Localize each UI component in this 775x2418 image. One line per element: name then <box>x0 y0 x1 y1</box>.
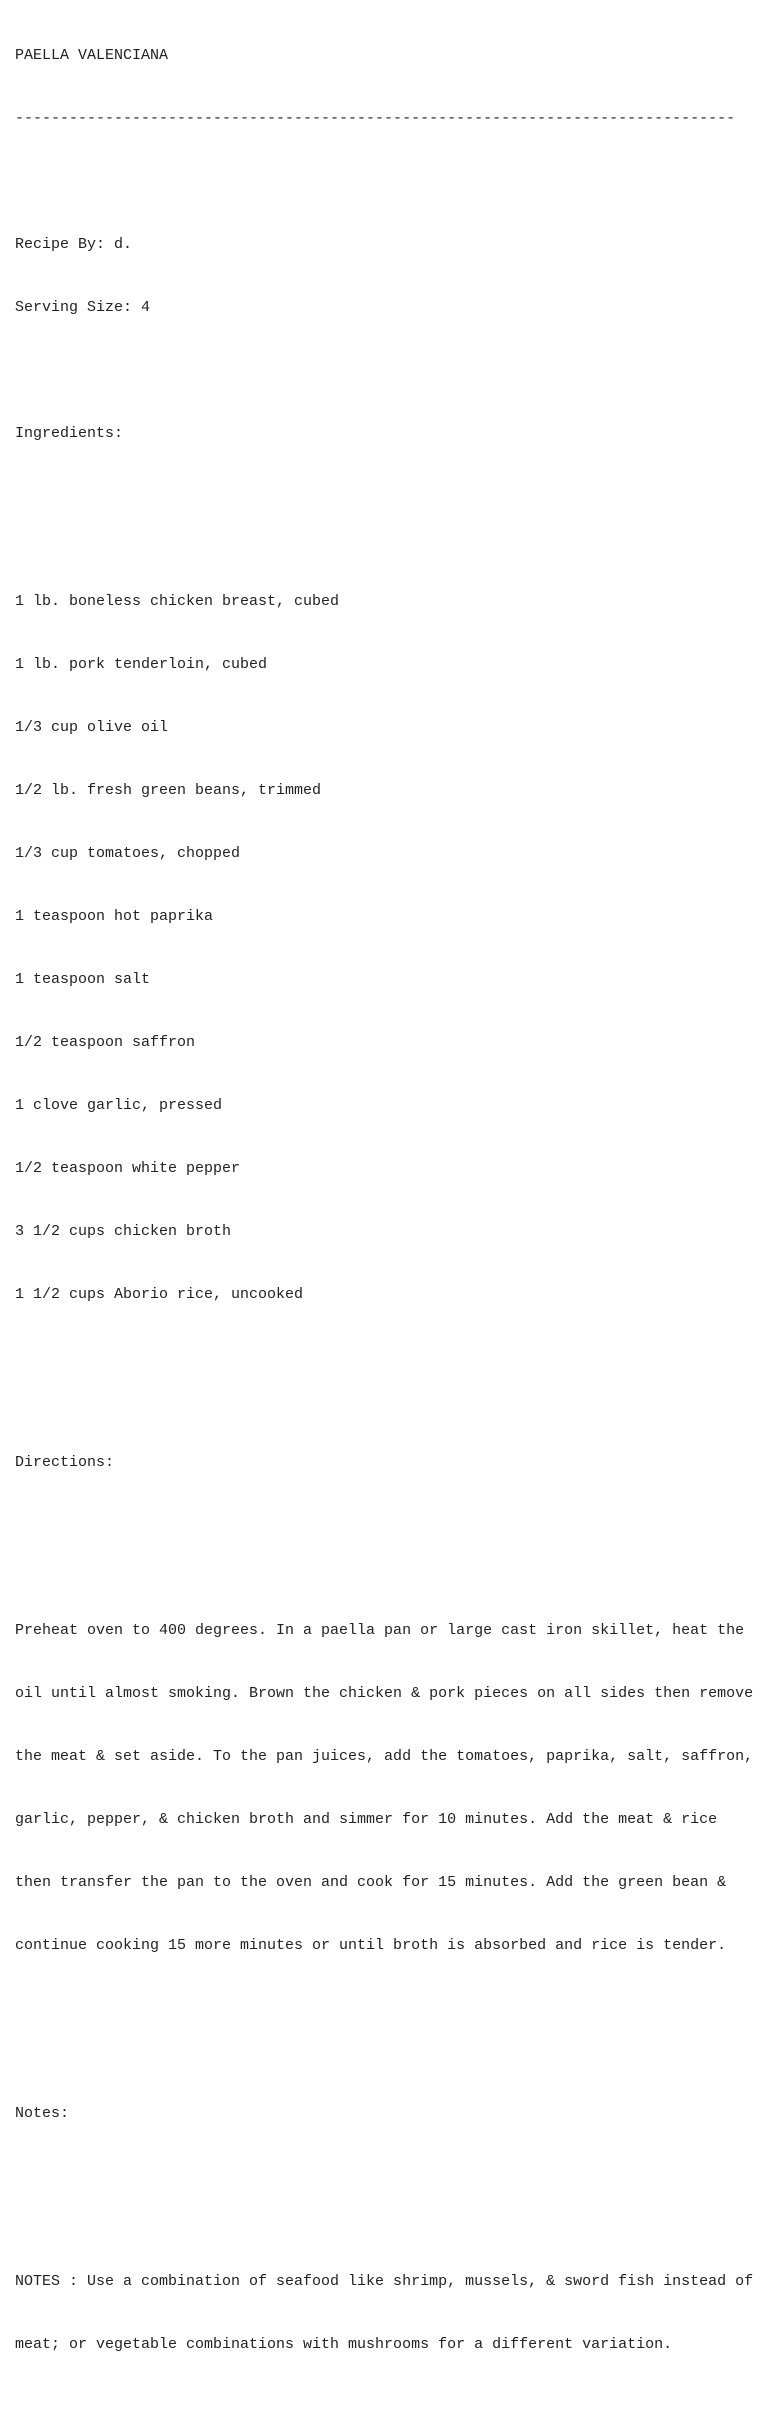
blank-line <box>15 171 775 192</box>
ingredient-item: 1 lb. pork tenderloin, cubed <box>15 656 268 673</box>
ingredient-item: 1/2 lb. fresh green beans, trimmed <box>15 782 322 799</box>
directions-line: oil until almost smoking. Brown the chicken & pork pieces on all sides then remove <box>15 1685 754 1702</box>
title-separator: -------------------------------------------------------------------------------- <box>15 110 736 127</box>
ingredients-heading: Ingredients: <box>15 425 124 442</box>
directions-text <box>15 1578 775 1998</box>
blank-line <box>15 2166 775 2187</box>
ingredient-item: 1 lb. boneless chicken breast, cubed <box>15 593 340 610</box>
directions-line: Preheat oven to 400 degrees. In a paella pan or large cast iron skillet, heat the <box>15 1622 745 1639</box>
ingredient-item: 1 1/2 cups Aborio rice, uncooked <box>15 1286 304 1303</box>
notes-text <box>15 2229 775 2397</box>
directions-line: garlic, pepper, & chicken broth and simmer for 10 minutes. Add the meat & rice <box>15 1811 718 1828</box>
directions-heading: Directions: <box>15 1454 115 1471</box>
ingredient-item: 1/2 teaspoon white pepper <box>15 1160 241 1177</box>
ingredient-item: 1 teaspoon hot paprika <box>15 908 214 925</box>
directions-line: the meat & set aside. To the pan juices, add the tomatoes, paprika, salt, saffron, <box>15 1748 754 1765</box>
ingredient-item: 1/3 cup tomatoes, chopped <box>15 845 241 862</box>
recipe-title: PAELLA VALENCIANA <box>15 47 169 64</box>
serving-size: Serving Size: 4 <box>15 299 151 316</box>
ingredient-item: 1 teaspoon salt <box>15 971 151 988</box>
blank-line <box>15 2040 775 2061</box>
directions-line: continue cooking 15 more minutes or until broth is absorbed and rice is tender. <box>15 1937 727 1954</box>
ingredient-item: 1/2 teaspoon saffron <box>15 1034 196 1051</box>
blank-line <box>15 1389 775 1410</box>
directions-line: then transfer the pan to the oven and cook for 15 minutes. Add the green bean & <box>15 1874 727 1891</box>
blank-line <box>15 486 775 507</box>
ingredient-item: 1 clove garlic, pressed <box>15 1097 223 1114</box>
recipe-by: Recipe By: d. <box>15 236 133 253</box>
blank-line <box>15 1515 775 1536</box>
notes-heading: Notes: <box>15 2105 70 2122</box>
ingredients-list <box>15 549 775 1347</box>
notes-line: NOTES : Use a combination of seafood like shrimp, mussels, & sword fish instead of <box>15 2273 754 2290</box>
notes-line: meat; or vegetable combinations with mushrooms for a different variation. <box>15 2336 673 2353</box>
blank-line <box>15 360 775 381</box>
ingredient-item: 3 1/2 cups chicken broth <box>15 1223 232 1240</box>
ingredient-item: 1/3 cup olive oil <box>15 719 169 736</box>
